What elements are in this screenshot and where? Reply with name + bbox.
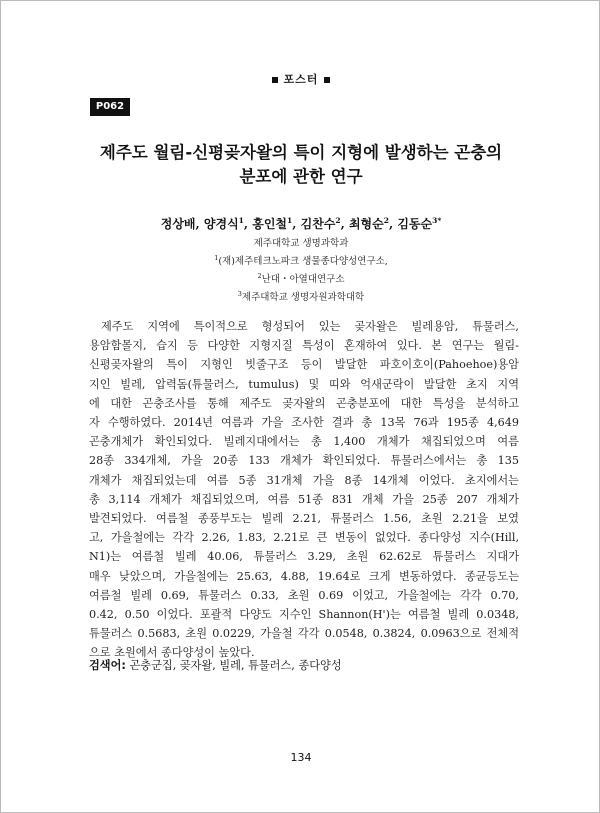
affiliation-text: 제주대학교 생명자원과학대학 <box>241 292 365 304</box>
abstract-line: 용암함몰지, 습지 등 다양한 지형지질 특성이 혼재하여 있다. 본 연구는 월림- <box>89 339 519 353</box>
author-sup: 2 <box>335 216 341 225</box>
abstract-line: 개체가 채집되었는데 여름 5종 31개체 가을 8종 14개체 이었다. 초지에서는 <box>89 473 519 487</box>
section-header-label: 포스터 <box>283 73 319 86</box>
abstract-body <box>89 317 519 663</box>
affiliation-text: 제주대학교 생명과학과 <box>253 238 349 249</box>
square-bullet-icon <box>324 77 330 83</box>
abstract-line: 28종 334개체, 가을 20종 133 개체가 확인되었다. 튜물러스에서는 총 135 <box>89 454 519 468</box>
abstract-line: 튜물러스 0.5683, 초원 0.0229, 가을철 각각 0.0548, 0.3824, 0.0963으로 전체적 <box>89 627 519 641</box>
author-sup: 1 <box>287 216 293 225</box>
author-name: 김동순 <box>397 217 433 231</box>
square-bullet-icon <box>272 77 278 83</box>
affiliation-line <box>1 251 600 269</box>
abstract-line: 발견되었다. 여름철 종풍부도는 빌레 2.21, 튜물러스 1.56, 초원 2.21을 보였 <box>89 512 519 526</box>
affiliation-sup: 1 <box>214 254 219 262</box>
section-header <box>1 71 600 87</box>
abstract-line: 매우 낮았으며, 가을철에는 25.63, 4.88, 19.64로 크게 변동하였다. 종균등도는 <box>89 569 519 583</box>
abstract-line: 고, 가을철에는 각각 2.26, 1.83, 2.21로 큰 변동이 없었다. 종다양성 지수(Hill, <box>89 531 519 545</box>
title-line-1: 제주도 월림-신평곶자왈의 특이 지형에 발생하는 곤충의 <box>99 143 503 162</box>
abstract-line: 0.42, 0.50 이었다. 포괄적 다양도 지수인 Shannon(H')는 여름철 빌레 0.0348, <box>89 608 519 622</box>
author-sup: 3* <box>432 216 442 225</box>
abstract-line: N1)는 여름철 빌레 40.06, 튜물러스 3.29, 초원 62.62로 튜물러스 지대가 <box>89 550 519 564</box>
author-name: 최형순 <box>348 217 384 231</box>
author-sup: 1 <box>238 216 244 225</box>
keywords-label: 검색어: <box>89 659 126 672</box>
author-name: 김찬수 <box>300 217 336 231</box>
title-line-2: 분포에 관한 연구 <box>239 167 363 186</box>
abstract-line: 으로 초원에서 종다양성이 높았다. <box>89 646 255 660</box>
affiliation-text: 난대・아열대연구소 <box>261 274 345 286</box>
abstract-line: 제주도 지역에 특이적으로 형성되어 있는 곶자왈은 빌레용암, 튜물러스, <box>101 320 519 333</box>
abstract-line: 신평곶자왈의 특이 지형인 빗줄구조 등이 발달한 파호이호이(Pahoehoe)용암 <box>89 358 519 372</box>
abstract-line: 자 수행하였다. 2014년 여름과 가을 조사한 결과 총 13목 76과 195종 4,649 <box>89 416 519 430</box>
abstract-line: 총 3,114 개체가 채집되었으며, 여름 51종 831 개체 가을 25종 207 개체가 <box>89 492 519 506</box>
poster-code-badge: P062 <box>90 98 130 116</box>
affiliation-text: (재)제주테크노파크 생물종다양성연구소, <box>218 256 388 268</box>
page-number: 134 <box>290 751 312 764</box>
author-name: 정상배 <box>160 217 196 231</box>
keywords <box>89 657 519 675</box>
affiliation-sup: 3 <box>237 290 242 299</box>
abstract-line: 에 대한 곤충조사를 통해 제주도 곶자왈의 곤충분포에 대한 특성을 분석하고 <box>89 396 519 410</box>
author-name: 홍인철 <box>252 217 288 231</box>
abstract-line: 곤충개체가 확인되었다. 빌레지대에서는 총 1,400 개체가 채집되었으며 여름 <box>89 435 519 449</box>
affiliation-line <box>1 287 600 305</box>
affiliation-line <box>1 236 600 251</box>
affiliation-sup: 2 <box>257 272 262 281</box>
abstract-line: 여름철 빌레 0.69, 튜물러스 0.33, 초원 0.69 이었고, 가을철에는 각각 0.70, <box>89 588 519 602</box>
author-name: 양경식 <box>203 217 239 231</box>
abstract-line: 지인 빌레, 압력돔(튜물러스, tumulus) 및 띠와 억새군락이 발달한 초지 지역 <box>89 377 519 391</box>
affiliation-line <box>1 269 600 287</box>
keywords-text: 곤충군집, 곶자왈, 빌레, 튜물러스, 종다양성 <box>129 659 342 672</box>
paper-title <box>71 141 531 189</box>
author-sup: 2 <box>383 216 389 225</box>
affiliations <box>1 236 600 305</box>
author-list: 정상배, 양경식$^1$, 홍인철$^1$, 김찬수$^2$, 최형순$^2$, 김동순$^{3*}$ <box>160 216 442 231</box>
